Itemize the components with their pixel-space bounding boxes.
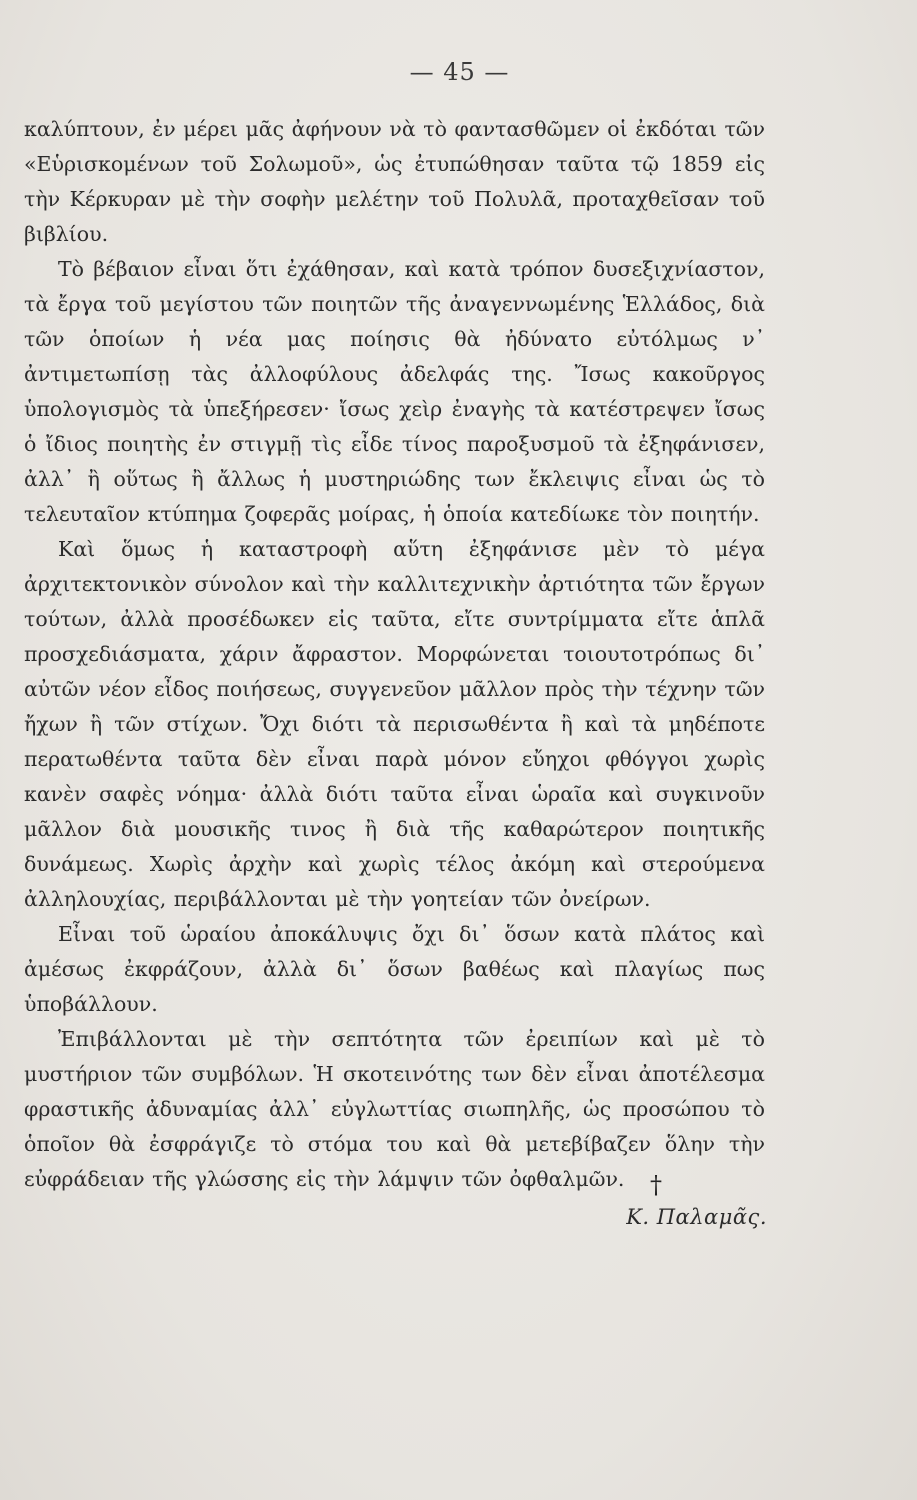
paragraph-2: Τὸ βέβαιον εἶναι ὅτι ἐχάθησαν, καὶ κατὰ τρόπον δυσεξιχνίαστον, τὰ ἔργα τοῦ μεγίστου τῶν ποιητῶν τῆς ἀναγεννωμένης Ἑλλάδος, διὰ τῶν ὁποίων ἡ νέα μας ποίησις θὰ ἠδύνατο εὐτόλμως ν᾽ ἀντιμετωπίσῃ τὰς ἀλλοφύλους ἀδελφάς της. Ἴσως κακοῦργος ὑπολογισμὸς τὰ ὑπεξήρεσεν· ἴσως χεὶρ ἐναγὴς τὰ κατέστρεψεν ἴσως ὁ ἴδιος ποιητὴς ἐν στιγμῇ τὶς εἶδε τίνος παροξυσμοῦ τὰ ἐξηφάνισεν, ἀλλ᾽ ἢ οὕτως ἢ ἄλλως ἡ μυστηριώδης των ἔκλειψις εἶναι ὡς τὸ τελευταῖον κτύπημα ζοφερᾶς μοίρας, ἡ ὁποία κατεδίωκε τὸν ποιητήν. <box>24 257 765 526</box>
cross-mark-icon: † <box>650 1171 662 1199</box>
author-signature: Κ. Παλαμᾶς. <box>626 1205 767 1229</box>
body-text <box>24 112 765 1197</box>
signature-row <box>24 1171 767 1245</box>
paragraph-5: Ἐπιβάλλονται μὲ τὴν σεπτότητα τῶν ἐρειπίων καὶ μὲ τὸ μυστήριον τῶν συμβόλων. Ἡ σκοτεινότης των δὲν εἶναι ἀποτέλεσμα φραστικῆς ἀδυναμίας ἀλλ᾽ εὐγλωττίας σιωπηλῆς, ὡς προσώπου τὸ ὁποῖον θὰ ἐσφράγιζε τὸ στόμα του καὶ θὰ μετεβίβαζεν ὅλην τὴν εὐφράδειαν τῆς γλώσσης εἰς τὴν λάμψιν τῶν ὀφθαλμῶν. <box>24 1027 765 1191</box>
page-number: — 45 — <box>409 58 510 86</box>
paragraph-4: Εἶναι τοῦ ὡραίου ἀποκάλυψις ὄχι δι᾽ ὅσων κατὰ πλάτος καὶ ἀμέσως ἐκφράζουν, ἀλλὰ δι᾽ ὅσων βαθέως καὶ πλαγίως πως ὑποβάλλουν. <box>24 922 765 1016</box>
paragraph-3: Καὶ ὅμως ἡ καταστροφὴ αὕτη ἐξηφάνισε μὲν τὸ μέγα ἀρχιτεκτονικὸν σύνολον καὶ τὴν καλλιτεχνικὴν ἀρτιότητα τῶν ἔργων τούτων, ἀλλὰ προσέδωκεν εἰς ταῦτα, εἴτε συντρίμματα εἴτε ἁπλᾶ προσχεδιάσματα, χάριν ἄφραστον. Μορφώνεται τοιουτοτρόπως δι᾽ αὐτῶν νέον εἶδος ποιήσεως, συγγενεῦον μᾶλλον πρὸς τὴν τέχνην τῶν ἤχων ἢ τῶν στίχων. Ὄχι διότι τὰ περισωθέντα ἢ καὶ τὰ μηδέποτε περατωθέντα ταῦτα δὲν εἶναι παρὰ μόνον εὔηχοι φθόγγοι χωρὶς κανὲν σαφὲς νόημα· ἀλλὰ διότι ταῦτα εἶναι ὡραῖα καὶ συγκινοῦν μᾶλλον διὰ μουσικῆς τινος ἢ διὰ τῆς καθαρώτερον ποιητικῆς δυνάμεως. Χωρὶς ἀρχὴν καὶ χωρὶς τέλος ἀκόμη καὶ στερούμενα ἀλληλουχίας, περιβάλλονται μὲ τὴν γοητείαν τῶν ὀνείρων. <box>24 537 765 911</box>
paragraph-1: καλύπτουν, ἐν μέρει μᾶς ἀφήνουν νὰ τὸ φαντασθῶμεν οἱ ἐκδόται τῶν «Εὑρισκομένων τοῦ Σολωμοῦ», ὡς ἐτυπώθησαν ταῦτα τῷ 1859 εἰς τὴν Κέρκυραν μὲ τὴν σοφὴν μελέτην τοῦ Πολυλᾶ, προταχθεῖσαν τοῦ βιβλίου. <box>24 117 765 246</box>
